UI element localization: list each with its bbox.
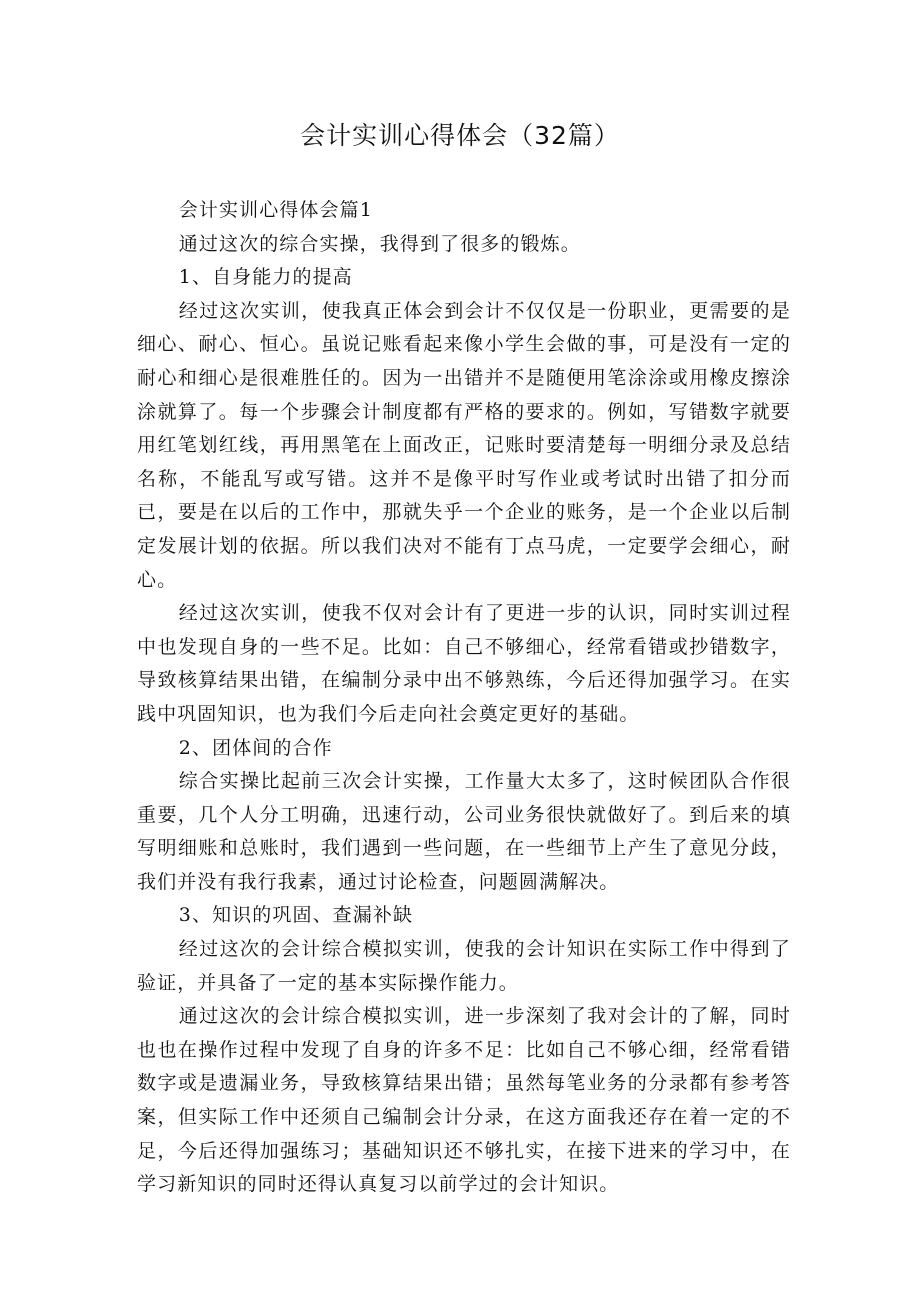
subheading: 3、知识的巩固、查漏补缺	[178, 904, 414, 927]
document-title: 会计实训心得体会（32篇）	[300, 121, 620, 150]
paragraph: 经过这次实训，使我真正体会到会计不仅仅是一份职业，更需要的是细心、耐心、恒心。虽说记账看起来像小学生会做的事，可是没有一定的耐心和细心是很难胜任的。因为一出错并不是随便用笔涂涂或用橡皮擦涂涂就算了。每一个步骤会计制度都有严格的要求的。例如，写错数字就要用红笔划红线，再用黑笔在上面改正，记账时要清楚每一明细分录及总结名称，不能乱写或写错。这并不是像平时写作业或考试时出错了扣分而已，要是在以后的工作中，那就失乎一个企业的账务，是一个企业以后制定发展计划的依据。所以我们决对不能有丁点马虎，一定要学会细心，耐心。	[137, 299, 791, 591]
document-body	[137, 194, 791, 1202]
paragraph: 经过这次的会计综合模拟实训，使我的会计知识在实际工作中得到了验证，并具备了一定的基本实际操作能力。	[137, 938, 791, 994]
paragraph: 通过这次的会计综合模拟实训，进一步深刻了我对会计的了解，同时也也在操作过程中发现了自身的许多不足：比如自己不够心细，经常看错数字或是遗漏业务，导致核算结果出错；虽然每笔业务的分录都有参考答案，但实际工作中还须自己编制会计分录，在这方面我还存在着一定的不足，今后还得加强练习；基础知识还不够扎实，在接下进来的学习中，在学习新知识的同时还得认真复习以前学过的会计知识。	[137, 1005, 791, 1196]
paragraph: 经过这次实训，使我不仅对会计有了更进一步的认识，同时实训过程中也发现自身的一些不足。比如：自己不够细心，经常看错或抄错数字，导致核算结果出错，在编制分录中出不够熟练，今后还得加强学习。在实践中巩固知识，也为我们今后走向社会奠定更好的基础。	[137, 602, 791, 725]
paragraph: 通过这次的综合实操，我得到了很多的锻炼。	[178, 232, 581, 255]
section-heading: 会计实训心得体会篇1	[178, 199, 373, 221]
subheading: 2、团体间的合作	[178, 736, 333, 759]
paragraph: 综合实操比起前三次会计实操，工作量大太多了，这时候团队合作很重要，几个人分工明确，迅速行动，公司业务很快就做好了。到后来的填写明细账和总账时，我们遇到一些问题，在一些细节上产生了意见分歧，我们并没有我行我素，通过讨论检查，问题圆满解决。	[137, 770, 791, 893]
subheading: 1、自身能力的提高	[178, 266, 353, 289]
